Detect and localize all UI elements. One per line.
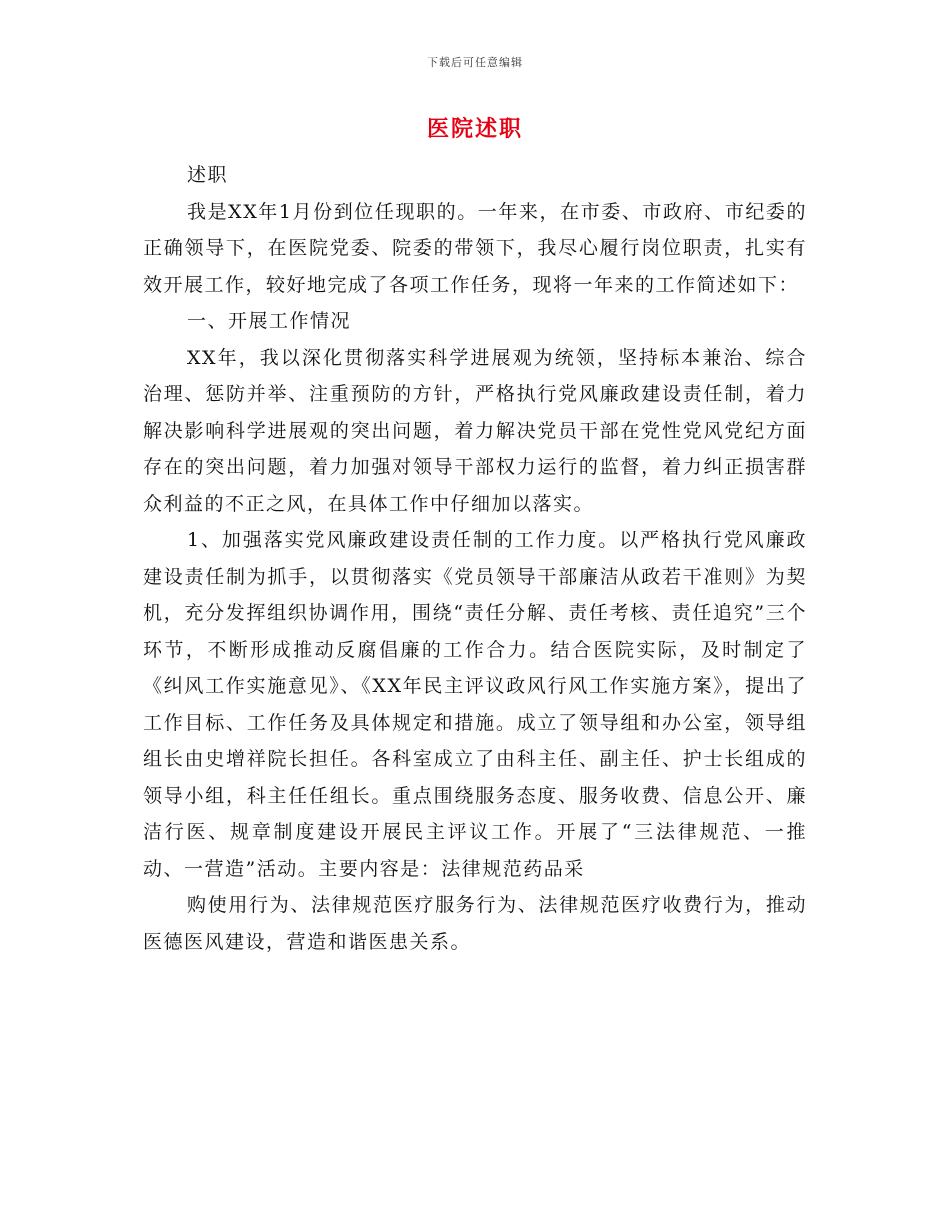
paragraph-item-1-continued: 购使用行为、法律规范医疗服务行为、法律规范医疗收费行为，推动医德医风建设，营造和谐医患关系。 xyxy=(143,894,807,953)
paragraph-intro: 我是XX年1月份到位任现职的。一年来，在市委、市政府、市纪委的正确领导下，在医院党委、院委的带领下，我尽心履行岗位职责，扎实有效开展工作，较好地完成了各项工作任务，现将一年来的工作简述如下： xyxy=(143,200,807,296)
document-body xyxy=(143,157,807,960)
section-heading-work-overview: 一、开展工作情况 xyxy=(187,310,352,332)
header-note: 下载后可任意编辑 xyxy=(427,56,523,69)
paragraph-heading-shuzhi: 述职 xyxy=(187,164,229,186)
paragraph-item-1: 1、加强落实党风廉政建设责任制的工作力度。以严格执行党风廉政建设责任制为抓手，以贯彻落实《党员领导干部廉洁从政若干准则》为契机，充分发挥组织协调作用，围绕“责任分解、责任考核、责任追究”三个环节，不断形成推动反腐倡廉的工作合力。结合医院实际，及时制定了《纠风工作实施意见》、《XX年民主评议政风行风工作实施方案》，提出了工作目标、工作任务及具体规定和措施。成立了领导组和办公室，领导组组长由史增祥院长担任。各科室成立了由科主任、副主任、护士长组成的领导小组，科主任任组长。重点围绕服务态度、服务收费、信息公开、廉洁行医、规章制度建设开展民主评议工作。开展了“三法律规范、一推动、一营造”活动。主要内容是：法律规范药品采 xyxy=(143,529,807,880)
paragraph-work-summary: XX年，我以深化贯彻落实科学进展观为统领，坚持标本兼治、综合治理、惩防并举、注重预防的方针，严格执行党风廉政建设责任制，着力解决影响科学进展观的突出问题，着力解决党员干部在党性党风党纪方面存在的突出问题，着力加强对领导干部权力运行的监督，着力纠正损害群众利益的不正之风，在具体工作中仔细加以落实。 xyxy=(143,346,807,515)
document-title: 医院述职 xyxy=(426,116,523,142)
